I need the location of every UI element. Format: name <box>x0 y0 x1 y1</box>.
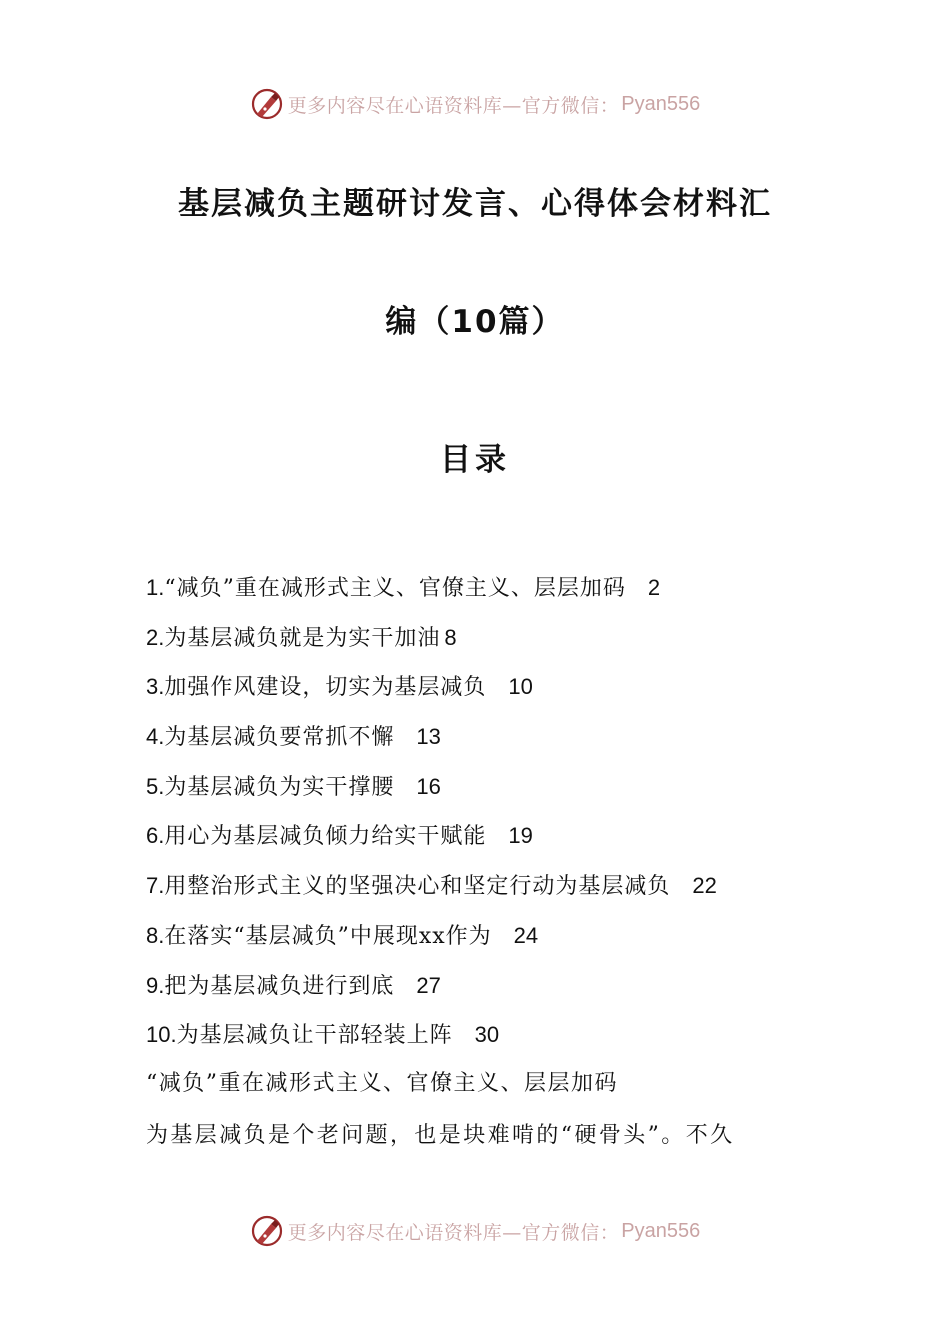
table-of-contents <box>146 568 717 1065</box>
toc-item-label: 为基层减负让干部轻装上阵 <box>176 1023 453 1049</box>
toc-heading: 目录 <box>440 442 510 478</box>
toc-item-number: 1. <box>146 575 165 600</box>
toc-item-page: 16 <box>416 773 441 799</box>
toc-item-page: 27 <box>416 972 441 998</box>
toc-item[interactable] <box>146 916 717 966</box>
toc-item[interactable] <box>146 717 717 767</box>
toc-item-number: 2. <box>146 624 165 650</box>
toc-item-page: 2 <box>647 575 661 600</box>
toc-item[interactable] <box>146 816 717 866</box>
toc-item-page: 8 <box>444 624 457 650</box>
body-paragraph: 为基层减负是个老问题，也是块难啃的“硬骨头”。不久 <box>146 1123 735 1148</box>
toc-item-number: 4. <box>146 724 165 750</box>
watermark-handle: Pyan556 <box>621 1219 701 1242</box>
toc-item[interactable] <box>146 866 717 916</box>
pen-nib-logo-icon <box>250 87 284 121</box>
toc-item[interactable] <box>146 667 717 717</box>
section-heading: “减负”重在减形式主义、官僚主义、层层加码 <box>146 1071 618 1096</box>
toc-item-number: 6. <box>146 823 165 849</box>
toc-item-page: 10 <box>508 674 533 700</box>
toc-item-label: 为基层减负就是为实干加油 <box>164 625 441 651</box>
toc-item-label: 为基层减负要常抓不懈 <box>164 725 395 751</box>
toc-item-page: 19 <box>508 823 533 849</box>
toc-item[interactable] <box>146 568 717 618</box>
toc-item-page: 30 <box>474 1022 500 1048</box>
toc-item-label: “减负”重在减形式主义、官僚主义、层层加码 <box>164 576 626 601</box>
document-title-line-1: 基层减负主题研讨发言、心得体会材料汇 <box>178 186 772 222</box>
toc-item-number: 5. <box>146 773 165 799</box>
toc-item-number: 3. <box>146 674 165 700</box>
toc-item[interactable] <box>146 618 717 668</box>
toc-item-label: 在落实“基层减负”中展现xx作为 <box>164 923 492 949</box>
toc-item[interactable] <box>146 966 717 1016</box>
pen-nib-logo-icon <box>250 1214 284 1248</box>
toc-item[interactable] <box>146 1015 717 1065</box>
header-watermark <box>0 82 950 126</box>
toc-item-number: 10. <box>146 1022 177 1048</box>
footer-watermark <box>0 1209 950 1253</box>
document-title-line-2: 编（10篇） <box>385 304 565 340</box>
toc-item-page: 13 <box>416 724 441 750</box>
toc-item-page: 22 <box>692 873 717 899</box>
toc-item-label: 为基层减负为实干撑腰 <box>164 774 395 800</box>
toc-item-label: 用整治形式主义的坚强决心和坚定行动为基层减负 <box>164 874 671 900</box>
watermark-handle: Pyan556 <box>621 92 701 115</box>
watermark-text: 更多内容尽在心语资料库—官方微信： <box>287 1221 620 1244</box>
toc-item-number: 8. <box>146 922 165 948</box>
watermark-text: 更多内容尽在心语资料库—官方微信： <box>287 94 620 117</box>
toc-item[interactable] <box>146 767 717 817</box>
toc-item-page: 24 <box>513 922 539 948</box>
toc-item-label: 把为基层减负进行到底 <box>164 973 395 999</box>
toc-item-label: 用心为基层减负倾力给实干赋能 <box>164 824 487 850</box>
toc-item-number: 9. <box>146 972 165 998</box>
toc-item-number: 7. <box>146 873 165 899</box>
toc-item-label: 加强作风建设，切实为基层减负 <box>164 675 487 701</box>
